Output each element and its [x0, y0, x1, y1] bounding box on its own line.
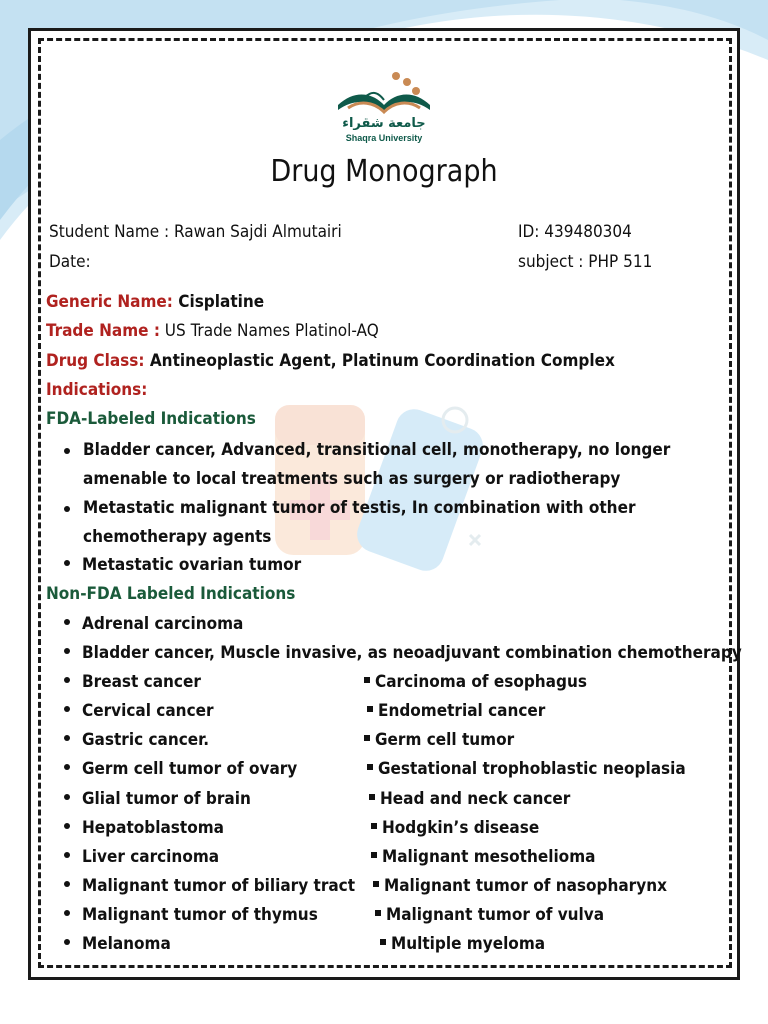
- square-bullet-icon: [380, 939, 386, 945]
- list-item-text: Germ cell tumor of ovary: [82, 759, 298, 779]
- list-item-text: Gestational trophoblastic neoplasia: [378, 759, 686, 779]
- square-bullet-icon: [364, 677, 370, 683]
- drug-class-row: [46, 351, 615, 371]
- list-item-text: Breast cancer: [82, 672, 201, 692]
- list-item-text: Endometrial cancer: [378, 701, 546, 721]
- list-item-text: Melanoma: [82, 934, 171, 954]
- bullet-icon: [64, 648, 70, 654]
- bullet-icon: [64, 794, 70, 800]
- list-item: [64, 643, 742, 663]
- list-item-text: Germ cell tumor: [375, 730, 515, 750]
- trade-name-label: Trade Name :: [46, 321, 160, 341]
- university-logo: [334, 70, 434, 130]
- list-item: [375, 905, 604, 925]
- bullet-icon: [64, 764, 70, 770]
- list-item-text: Malignant tumor of vulva: [386, 905, 605, 925]
- bullet-icon: [64, 852, 70, 858]
- square-bullet-icon: [375, 910, 381, 916]
- bullet-icon: [64, 735, 70, 741]
- bullet-icon: [64, 677, 70, 683]
- fda-heading: FDA-Labeled Indications: [46, 409, 256, 429]
- square-bullet-icon: [364, 735, 370, 741]
- indications-heading: Indications:: [46, 380, 148, 400]
- bullet-icon: [64, 560, 70, 566]
- trade-name-value: US Trade Names Platinol-AQ: [159, 321, 379, 341]
- bullet-icon: [64, 881, 70, 887]
- generic-name-label: Generic Name:: [46, 292, 173, 312]
- list-item-text: Head and neck cancer: [380, 789, 571, 809]
- list-item-text: Malignant tumor of nasopharynx: [384, 876, 667, 896]
- subject-field: subject : PHP 511: [518, 252, 653, 272]
- list-item-text: Gastric cancer.: [82, 730, 210, 750]
- page-title: Drug Monograph: [270, 154, 498, 189]
- bullet-icon: [64, 619, 70, 625]
- list-item-text: Glial tumor of brain: [82, 789, 251, 809]
- list-item-text: Bladder cancer, Advanced, transitional cell, monotherapy, no longer amenable to local treatments such as surgery or radiotherapy: [83, 440, 671, 489]
- square-bullet-icon: [371, 823, 377, 829]
- list-item-text: Hodgkin’s disease: [382, 818, 540, 838]
- list-item: [367, 759, 686, 779]
- list-item-text: Malignant tumor of biliary tract: [82, 876, 356, 896]
- list-item-text: Carcinoma of esophagus: [375, 672, 587, 692]
- list-item: [371, 847, 595, 867]
- list-item: [64, 730, 209, 750]
- bullet-icon: [64, 823, 70, 829]
- trade-name-row: [46, 321, 379, 341]
- list-item: [64, 934, 171, 954]
- list-item-text: Hepatoblastoma: [82, 818, 224, 838]
- list-item: [364, 730, 514, 750]
- bullet-icon: [64, 939, 70, 945]
- generic-name-row: [46, 292, 264, 312]
- non-fda-heading: Non-FDA Labeled Indications: [46, 584, 296, 604]
- list-item-text: Malignant tumor of thymus: [82, 905, 318, 925]
- list-item: [64, 905, 318, 925]
- list-item: [64, 847, 219, 867]
- student-id: ID: 439480304: [518, 222, 632, 242]
- list-item-text: Liver carcinoma: [82, 847, 220, 867]
- list-item: [367, 701, 545, 721]
- bullet-icon: [64, 910, 70, 916]
- list-item-text: Adrenal carcinoma: [82, 614, 244, 634]
- list-item-text: Metastatic ovarian tumor: [82, 555, 302, 575]
- square-bullet-icon: [367, 764, 373, 770]
- square-bullet-icon: [371, 852, 377, 858]
- bullet-icon: [64, 506, 70, 512]
- student-name: Student Name : Rawan Sajdi Almutairi: [49, 222, 342, 242]
- list-item-text: Malignant mesothelioma: [382, 847, 596, 867]
- list-item: [64, 494, 724, 552]
- list-item: [64, 789, 251, 809]
- generic-name-value: Cisplatine: [172, 292, 265, 312]
- list-item-text: Bladder cancer, Muscle invasive, as neoadjuvant combination chemotherapy: [82, 643, 742, 663]
- logo-arabic-text: جامعة شقراء: [342, 116, 426, 130]
- date-field: Date:: [49, 252, 91, 272]
- list-item: [64, 759, 297, 779]
- list-item-text: Cervical cancer: [82, 701, 214, 721]
- list-item: [64, 876, 355, 896]
- list-item: [364, 672, 587, 692]
- list-item-text: Metastatic malignant tumor of testis, In combination with other chemotherapy agents: [83, 498, 636, 547]
- square-bullet-icon: [369, 794, 375, 800]
- list-item: [64, 436, 724, 494]
- drug-class-value: Antineoplastic Agent, Platinum Coordination Complex: [144, 351, 615, 371]
- list-item-text: Multiple myeloma: [391, 934, 546, 954]
- university-name: Shaqra University: [345, 133, 423, 143]
- list-item: [380, 934, 545, 954]
- square-bullet-icon: [373, 881, 379, 887]
- list-item: [64, 701, 214, 721]
- list-item: [373, 876, 667, 896]
- drug-class-label: Drug Class:: [46, 351, 145, 371]
- list-item: [64, 614, 243, 634]
- list-item: [64, 555, 301, 575]
- list-item: [64, 672, 201, 692]
- bullet-icon: [64, 448, 70, 454]
- list-item: [369, 789, 570, 809]
- bullet-icon: [64, 706, 70, 712]
- list-item: [371, 818, 539, 838]
- square-bullet-icon: [367, 706, 373, 712]
- list-item: [64, 818, 224, 838]
